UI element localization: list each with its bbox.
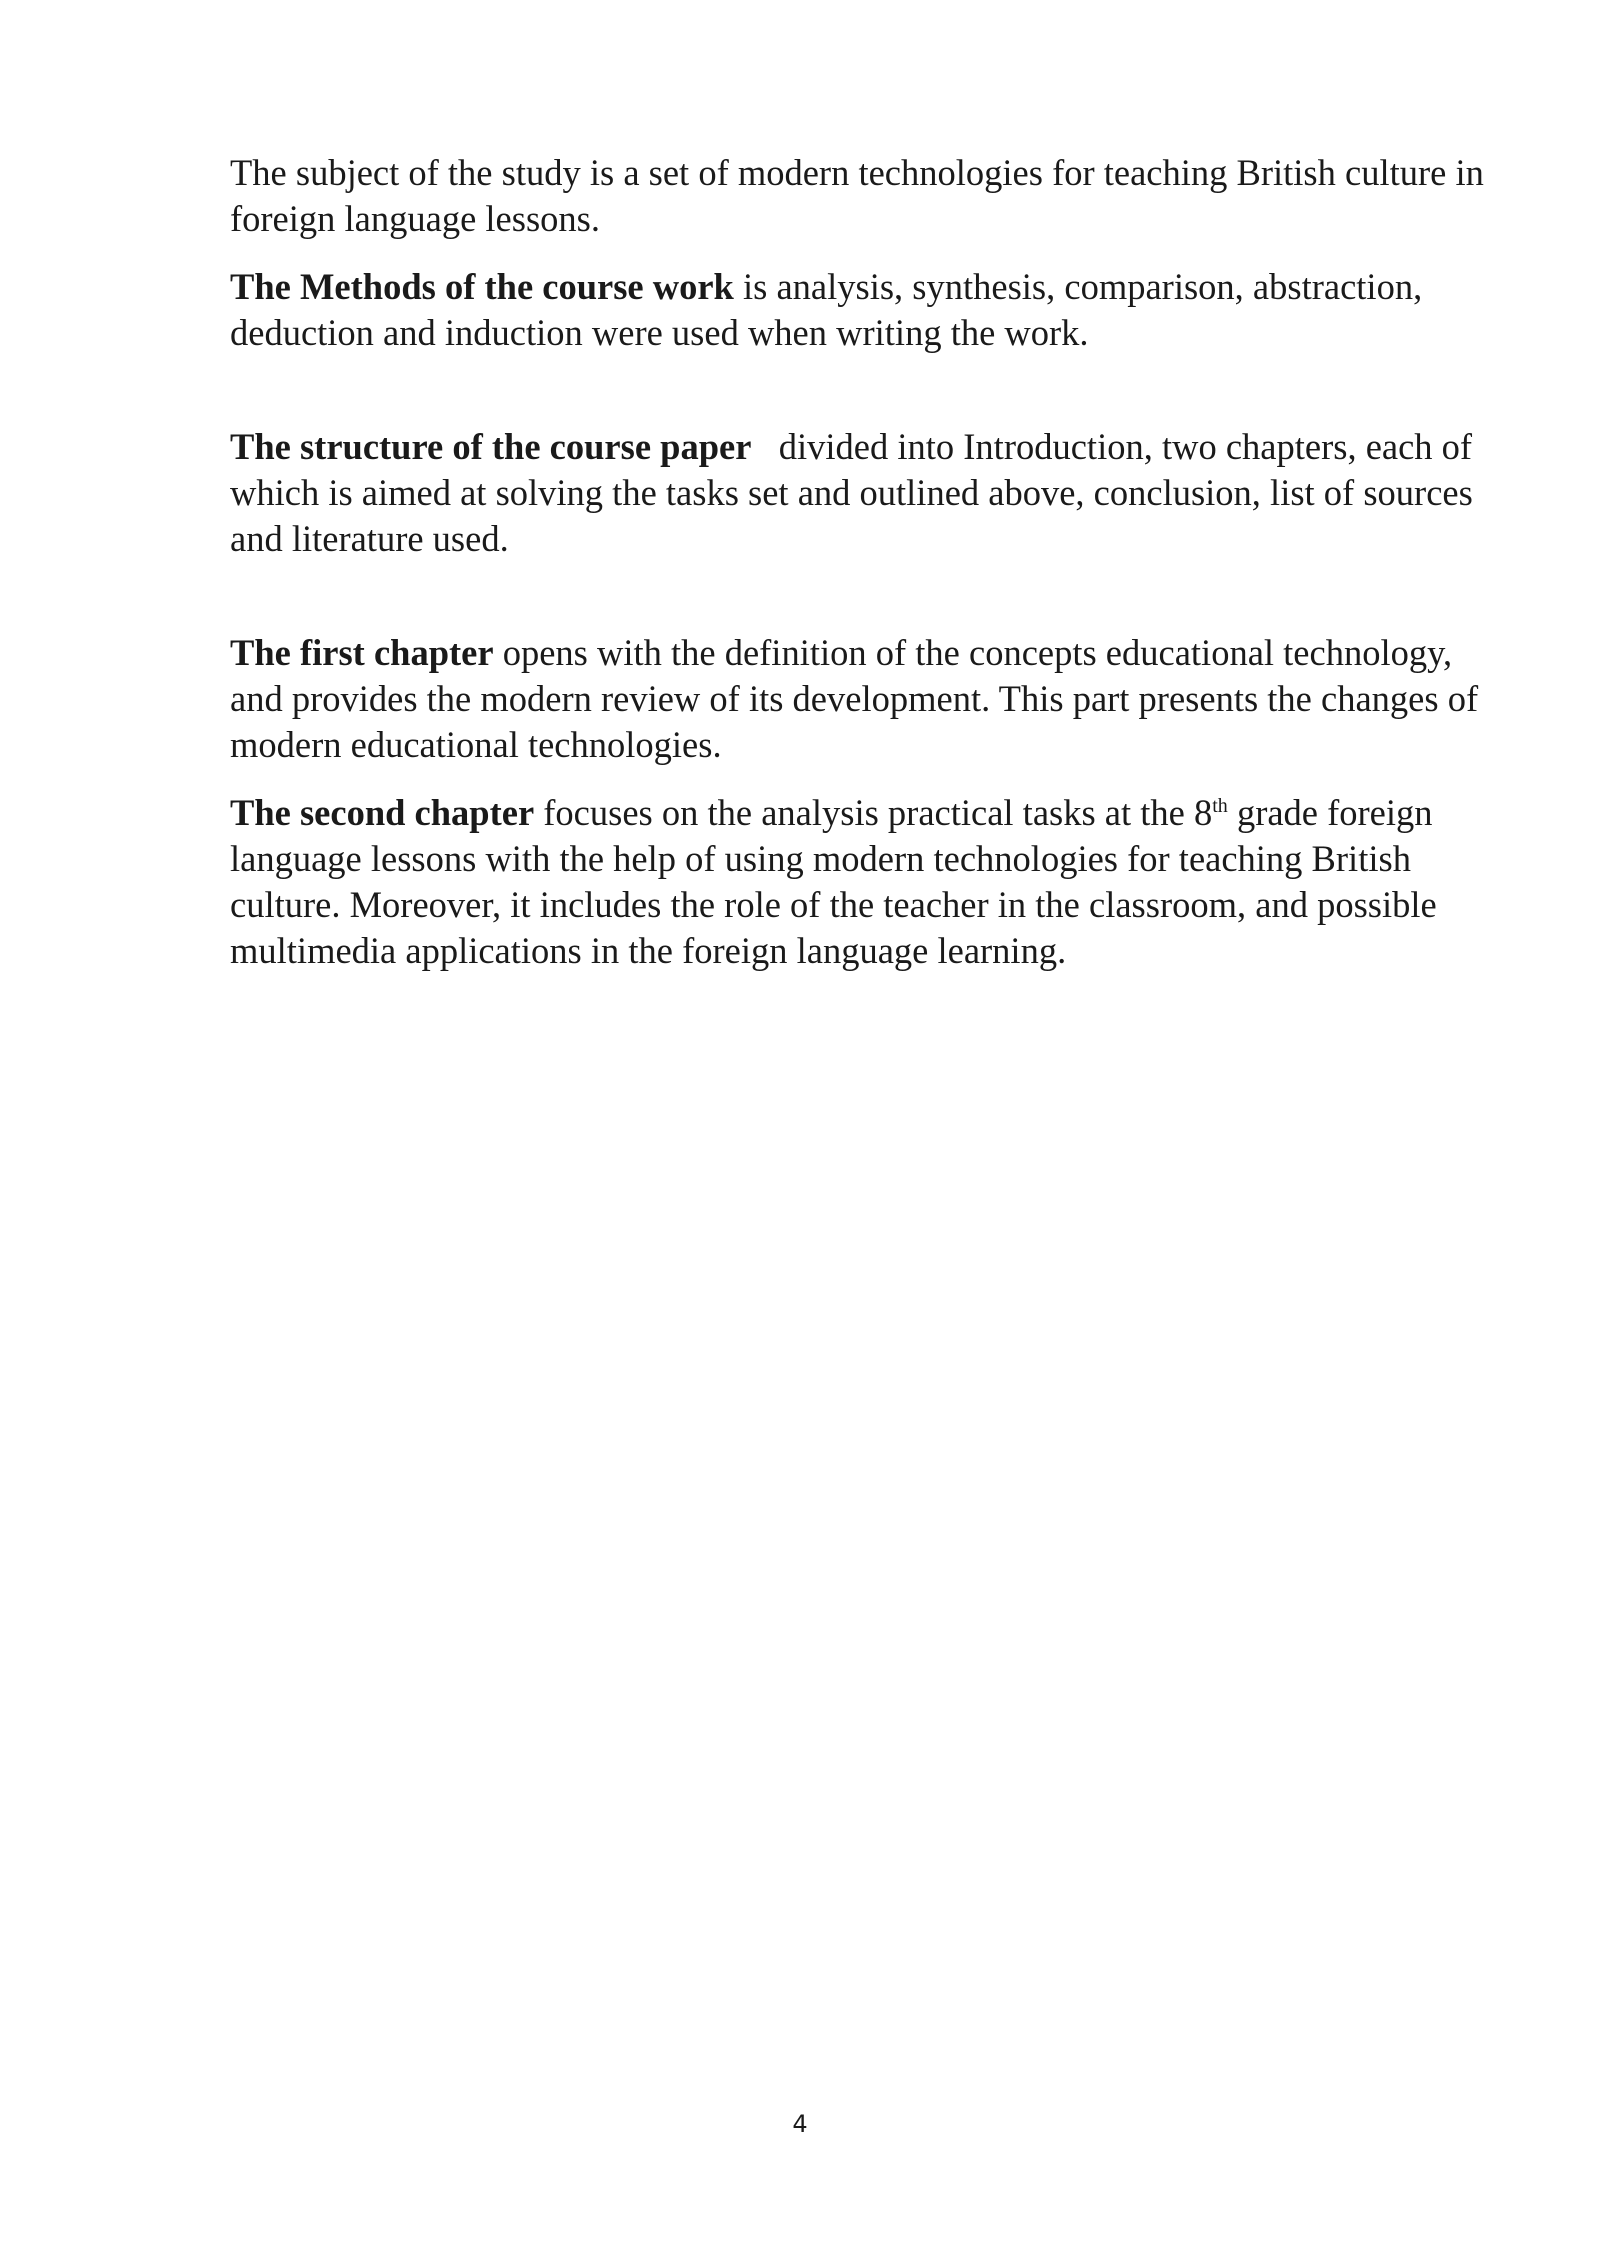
second-chapter-text-after: grade foreign language lessons with the help of using modern technologies for teaching British culture. Moreover, it includes the role of the teacher in the classroom, and possible multimedia applications in the foreign language learning. [230,792,1437,971]
structure-text: divided into Introduction, two chapters, each of which is aimed at solving the tasks set and outlined above, conclusion, list of sources and literature used. [230,426,1482,559]
second-chapter-text-before: focuses on the analysis practical tasks at the 8 [534,792,1213,833]
methods-heading: The Methods of the course work [230,266,734,307]
ordinal-superscript: th [1212,794,1228,817]
page-body [230,150,1500,996]
paragraph-methods [230,264,1500,356]
paragraph-second-chapter [230,790,1500,974]
second-chapter-heading: The second chapter [230,792,535,833]
paragraph-structure [230,378,1500,608]
methods-text: is analysis, synthesis, comparison, abstraction, deduction and induction were used when writing the work. [230,266,1423,353]
first-chapter-heading: The first chapter [230,632,494,673]
paragraph-first-chapter [230,630,1500,768]
paragraph-subject [230,150,1500,242]
structure-heading: The structure of the course paper [230,426,752,467]
page-number: 4 [792,2110,808,2138]
first-chapter-text: opens with the definition of the concepts educational technology, and provides the modern review of its development. This part presents the changes of modern educational technologies. [230,632,1479,765]
subject-text: The subject of the study is a set of modern technologies for teaching British culture in foreign language lessons. [230,152,1484,239]
